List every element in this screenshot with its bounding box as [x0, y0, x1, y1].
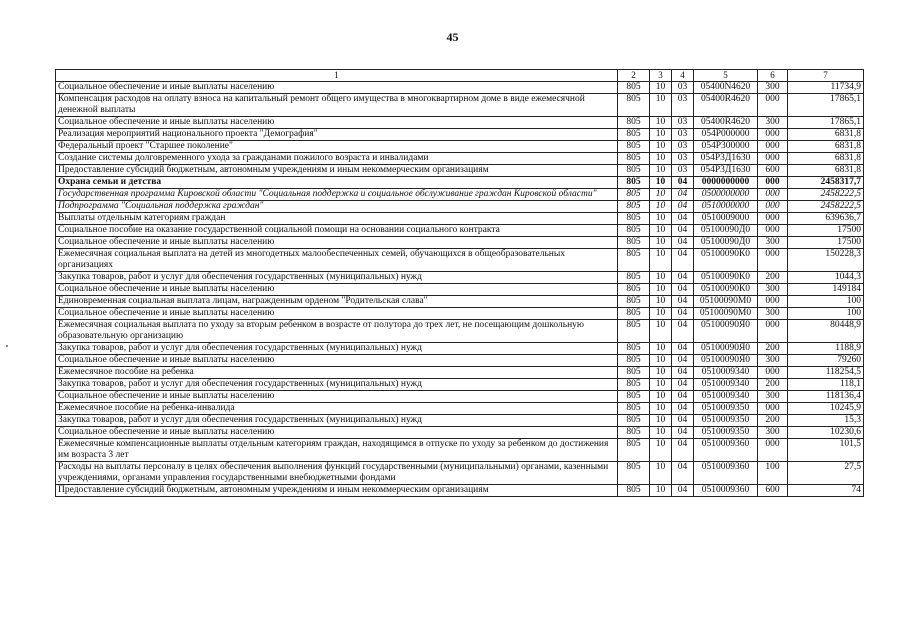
ministry-code-cell: 805 [618, 343, 650, 355]
subsection-code-cell: 04 [672, 403, 694, 415]
table-row [56, 189, 864, 201]
amount-cell: 118136,4 [788, 391, 864, 403]
expense-name-cell: Создание системы долговременного ухода за гражданами пожилого возраста и инвалидами [56, 153, 618, 165]
expense-type-cell: 200 [758, 415, 788, 427]
section-code-cell: 10 [650, 403, 672, 415]
table-row [56, 284, 864, 296]
ministry-code-cell: 805 [618, 201, 650, 213]
ministry-code-cell: 805 [618, 427, 650, 439]
table-row [56, 415, 864, 427]
section-code-cell: 10 [650, 462, 672, 485]
amount-cell: 1188,9 [788, 343, 864, 355]
section-code-cell: 10 [650, 320, 672, 343]
target-article-cell: 05100090К0 [694, 272, 758, 284]
section-code-cell: 10 [650, 379, 672, 391]
expense-name-cell: Социальное обеспечение и иные выплаты населению [56, 284, 618, 296]
target-article-cell: 0510009350 [694, 403, 758, 415]
subsection-code-cell: 04 [672, 284, 694, 296]
amount-cell: 11734,9 [788, 82, 864, 94]
expense-type-cell: 000 [758, 213, 788, 225]
target-article-cell: 054P000000 [694, 129, 758, 141]
ministry-code-cell: 805 [618, 141, 650, 153]
page-number: 45 [446, 30, 459, 44]
ministry-code-cell: 805 [618, 189, 650, 201]
target-article-cell: 05100090Я0 [694, 355, 758, 367]
section-code-cell: 10 [650, 153, 672, 165]
table-row [56, 82, 864, 94]
expense-type-cell: 300 [758, 82, 788, 94]
expense-type-cell: 300 [758, 355, 788, 367]
subsection-code-cell: 04 [672, 439, 694, 462]
amount-cell: 100 [788, 308, 864, 320]
section-code-cell: 10 [650, 189, 672, 201]
budget-table [55, 69, 864, 497]
expense-name-cell: Социальное обеспечение и иные выплаты населению [56, 117, 618, 129]
section-code-cell: 10 [650, 391, 672, 403]
ministry-code-cell: 805 [618, 249, 650, 272]
target-article-cell: 054P300000 [694, 141, 758, 153]
ministry-code-cell: 805 [618, 237, 650, 249]
expense-type-cell: 000 [758, 153, 788, 165]
table-row [56, 343, 864, 355]
expense-name-cell: Социальное обеспечение и иные выплаты населению [56, 308, 618, 320]
expense-name-cell: Ежемесячное пособие на ребенка [56, 367, 618, 379]
expense-name-cell: Предоставление субсидий бюджетным, автономным учреждениям и иным некоммерческим организациям [56, 165, 618, 177]
table-row [56, 308, 864, 320]
amount-cell: 17500 [788, 237, 864, 249]
amount-cell: 6831,8 [788, 153, 864, 165]
subsection-code-cell: 03 [672, 117, 694, 129]
ministry-code-cell: 805 [618, 153, 650, 165]
subsection-code-cell: 03 [672, 82, 694, 94]
subsection-code-cell: 04 [672, 355, 694, 367]
section-code-cell: 10 [650, 177, 672, 189]
target-article-cell: 0510009000 [694, 213, 758, 225]
table-row [56, 177, 864, 189]
section-code-cell: 10 [650, 343, 672, 355]
table-row [56, 249, 864, 272]
section-code-cell: 10 [650, 201, 672, 213]
ministry-code-cell: 805 [618, 320, 650, 343]
expense-name-cell: Социальное обеспечение и иные выплаты населению [56, 391, 618, 403]
table-row [56, 427, 864, 439]
table-body [56, 82, 864, 497]
subsection-code-cell: 04 [672, 201, 694, 213]
expense-name-cell: Закупка товаров, работ и услуг для обеспечения государственных (муниципальных) нужд [56, 343, 618, 355]
amount-cell: 118254,5 [788, 367, 864, 379]
target-article-cell: 05100090К0 [694, 284, 758, 296]
amount-cell: 74 [788, 485, 864, 497]
section-code-cell: 10 [650, 308, 672, 320]
section-code-cell: 10 [650, 367, 672, 379]
table-row [56, 94, 864, 117]
expense-type-cell: 000 [758, 320, 788, 343]
subsection-code-cell: 04 [672, 485, 694, 497]
target-article-cell: 05400N4620 [694, 82, 758, 94]
ministry-code-cell: 805 [618, 213, 650, 225]
table-header [56, 70, 864, 82]
expense-type-cell: 300 [758, 117, 788, 129]
expense-name-cell: Ежемесячное пособие на ребенка-инвалида [56, 403, 618, 415]
ministry-code-cell: 805 [618, 225, 650, 237]
section-code-cell: 10 [650, 284, 672, 296]
expense-name-cell: Предоставление субсидий бюджетным, автономным учреждениям и иным некоммерческим организациям [56, 485, 618, 497]
amount-cell: 150228,3 [788, 249, 864, 272]
target-article-cell: 05400R4620 [694, 94, 758, 117]
ministry-code-cell: 805 [618, 129, 650, 141]
ministry-code-cell: 805 [618, 462, 650, 485]
target-article-cell: 05400R4620 [694, 117, 758, 129]
ministry-code-cell: 805 [618, 117, 650, 129]
ministry-code-cell: 805 [618, 284, 650, 296]
expense-type-cell: 200 [758, 379, 788, 391]
expense-name-cell: Ежемесячная социальная выплата по уходу за вторым ребенком в возрасте от полутора до трех лет, не посещающим дошкольную образовательную организацию [56, 320, 618, 343]
ministry-code-cell: 805 [618, 82, 650, 94]
subsection-code-cell: 04 [672, 462, 694, 485]
table-row [56, 403, 864, 415]
table-row [56, 165, 864, 177]
target-article-cell: 0510009340 [694, 379, 758, 391]
ministry-code-cell: 805 [618, 415, 650, 427]
subsection-code-cell: 04 [672, 427, 694, 439]
subsection-code-cell: 03 [672, 141, 694, 153]
expense-name-cell: Социальное обеспечение и иные выплаты населению [56, 82, 618, 94]
ministry-code-cell: 805 [618, 367, 650, 379]
section-code-cell: 10 [650, 415, 672, 427]
target-article-cell: 0510009340 [694, 391, 758, 403]
target-article-cell: 05100090М0 [694, 296, 758, 308]
subsection-code-cell: 04 [672, 177, 694, 189]
ministry-code-cell: 805 [618, 485, 650, 497]
expense-name-cell: Охрана семьи и детства [56, 177, 618, 189]
section-code-cell: 10 [650, 94, 672, 117]
expense-name-cell: Ежемесячные компенсационные выплаты отдельным категориям граждан, находящимся в отпуске по уходу за ребенком до достижения им возраста 3 лет [56, 439, 618, 462]
subsection-code-cell: 03 [672, 94, 694, 117]
scan-speck [6, 345, 8, 347]
section-code-cell: 10 [650, 213, 672, 225]
expense-name-cell: Реализация мероприятий национального проекта "Демография" [56, 129, 618, 141]
expense-name-cell: Подпрограмма "Социальная поддержка граждан" [56, 201, 618, 213]
expense-type-cell: 000 [758, 141, 788, 153]
section-code-cell: 10 [650, 249, 672, 272]
table-row [56, 272, 864, 284]
amount-cell: 6831,8 [788, 141, 864, 153]
expense-type-cell: 300 [758, 237, 788, 249]
target-article-cell: 0510009360 [694, 439, 758, 462]
section-code-cell: 10 [650, 296, 672, 308]
expense-type-cell: 300 [758, 427, 788, 439]
amount-cell: 101,5 [788, 439, 864, 462]
subsection-code-cell: 03 [672, 129, 694, 141]
amount-cell: 6831,8 [788, 129, 864, 141]
subsection-code-cell: 04 [672, 249, 694, 272]
target-article-cell: 054P3Д1630 [694, 165, 758, 177]
section-code-cell: 10 [650, 439, 672, 462]
target-article-cell: 05100090К0 [694, 249, 758, 272]
amount-cell: 2458222,5 [788, 189, 864, 201]
section-code-cell: 10 [650, 225, 672, 237]
expense-name-cell: Ежемесячная социальная выплата на детей из многодетных малообеспеченных семей, обучающихся в общеобразовательных организациях [56, 249, 618, 272]
target-article-cell: 0510009360 [694, 462, 758, 485]
amount-cell: 79260 [788, 355, 864, 367]
table-row [56, 296, 864, 308]
amount-cell: 6831,8 [788, 165, 864, 177]
expense-name-cell: Закупка товаров, работ и услуг для обеспечения государственных (муниципальных) нужд [56, 272, 618, 284]
expense-name-cell: Социальное обеспечение и иные выплаты населению [56, 427, 618, 439]
section-code-cell: 10 [650, 355, 672, 367]
table-row [56, 153, 864, 165]
table-row [56, 213, 864, 225]
subsection-code-cell: 04 [672, 237, 694, 249]
amount-cell: 17865,1 [788, 117, 864, 129]
target-article-cell: 0510000000 [694, 201, 758, 213]
subsection-code-cell: 03 [672, 165, 694, 177]
expense-type-cell: 300 [758, 284, 788, 296]
amount-cell: 1044,3 [788, 272, 864, 284]
expense-type-cell: 600 [758, 165, 788, 177]
table-row [56, 462, 864, 485]
section-code-cell: 10 [650, 129, 672, 141]
section-code-cell: 10 [650, 165, 672, 177]
ministry-code-cell: 805 [618, 94, 650, 117]
table-row [56, 379, 864, 391]
subsection-code-cell: 03 [672, 153, 694, 165]
ministry-code-cell: 805 [618, 403, 650, 415]
expense-type-cell: 000 [758, 367, 788, 379]
ministry-code-cell: 805 [618, 177, 650, 189]
target-article-cell: 0510009360 [694, 485, 758, 497]
table-row [56, 141, 864, 153]
expense-name-cell: Компенсация расходов на оплату взноса на капитальный ремонт общего имущества в многоквартирном доме в виде ежемесячной денежной выплаты [56, 94, 618, 117]
amount-cell: 118,1 [788, 379, 864, 391]
amount-cell: 10230,6 [788, 427, 864, 439]
expense-type-cell: 600 [758, 485, 788, 497]
amount-cell: 17500 [788, 225, 864, 237]
target-article-cell: 0510009350 [694, 427, 758, 439]
expense-name-cell: Закупка товаров, работ и услуг для обеспечения государственных (муниципальных) нужд [56, 379, 618, 391]
subsection-code-cell: 04 [672, 320, 694, 343]
amount-cell: 80448,9 [788, 320, 864, 343]
expense-type-cell: 000 [758, 177, 788, 189]
expense-name-cell: Государственная программа Кировской области "Социальная поддержка и социальное обслуживание граждан Кировской области" [56, 189, 618, 201]
section-code-cell: 10 [650, 82, 672, 94]
target-article-cell: 0510009350 [694, 415, 758, 427]
subsection-code-cell: 04 [672, 367, 694, 379]
expense-type-cell: 000 [758, 94, 788, 117]
expense-type-cell: 000 [758, 129, 788, 141]
header-row [56, 70, 864, 82]
table-row [56, 320, 864, 343]
amount-cell: 27,5 [788, 462, 864, 485]
amount-cell: 15,3 [788, 415, 864, 427]
table-row [56, 355, 864, 367]
target-article-cell: 0500000000 [694, 189, 758, 201]
section-code-cell: 10 [650, 485, 672, 497]
table-row [56, 237, 864, 249]
ministry-code-cell: 805 [618, 308, 650, 320]
table-row [56, 129, 864, 141]
subsection-code-cell: 04 [672, 296, 694, 308]
expense-type-cell: 000 [758, 403, 788, 415]
table-row [56, 367, 864, 379]
target-article-cell: 054P3Д1630 [694, 153, 758, 165]
table-row [56, 439, 864, 462]
header-cell-6: 6 [758, 70, 788, 82]
target-article-cell: 05100090Д0 [694, 237, 758, 249]
expense-type-cell: 000 [758, 189, 788, 201]
expense-type-cell: 000 [758, 439, 788, 462]
amount-cell: 2458317,7 [788, 177, 864, 189]
table-row [56, 225, 864, 237]
subsection-code-cell: 04 [672, 189, 694, 201]
table-row [56, 485, 864, 497]
expense-type-cell: 200 [758, 272, 788, 284]
subsection-code-cell: 04 [672, 415, 694, 427]
header-cell-3: 3 [650, 70, 672, 82]
ministry-code-cell: 805 [618, 165, 650, 177]
ministry-code-cell: 805 [618, 439, 650, 462]
expense-type-cell: 000 [758, 249, 788, 272]
expense-type-cell: 100 [758, 462, 788, 485]
target-article-cell: 0000000000 [694, 177, 758, 189]
header-cell-7: 7 [788, 70, 864, 82]
table-row [56, 201, 864, 213]
amount-cell: 149184 [788, 284, 864, 296]
expense-type-cell: 200 [758, 343, 788, 355]
amount-cell: 639636,7 [788, 213, 864, 225]
amount-cell: 2458222,5 [788, 201, 864, 213]
ministry-code-cell: 805 [618, 296, 650, 308]
subsection-code-cell: 04 [672, 213, 694, 225]
ministry-code-cell: 805 [618, 379, 650, 391]
section-code-cell: 10 [650, 117, 672, 129]
amount-cell: 100 [788, 296, 864, 308]
amount-cell: 10245,9 [788, 403, 864, 415]
expense-name-cell: Единовременная социальная выплата лицам, награжденным орденом "Родительская слава" [56, 296, 618, 308]
section-code-cell: 10 [650, 141, 672, 153]
expense-name-cell: Расходы на выплаты персоналу в целях обеспечения выполнения функций государственными (муниципальными) органами, казенными учреждениями, органами управления государственными внебюджетными фондами [56, 462, 618, 485]
subsection-code-cell: 04 [672, 272, 694, 284]
expense-name-cell: Выплаты отдельным категориям граждан [56, 213, 618, 225]
expense-name-cell: Социальное обеспечение и иные выплаты населению [56, 355, 618, 367]
expense-type-cell: 000 [758, 201, 788, 213]
subsection-code-cell: 04 [672, 225, 694, 237]
subsection-code-cell: 04 [672, 379, 694, 391]
subsection-code-cell: 04 [672, 343, 694, 355]
table-row [56, 391, 864, 403]
section-code-cell: 10 [650, 272, 672, 284]
section-code-cell: 10 [650, 427, 672, 439]
target-article-cell: 05100090Я0 [694, 320, 758, 343]
target-article-cell: 05100090Д0 [694, 225, 758, 237]
target-article-cell: 05100090М0 [694, 308, 758, 320]
section-code-cell: 10 [650, 237, 672, 249]
header-cell-5: 5 [694, 70, 758, 82]
header-cell-4: 4 [672, 70, 694, 82]
expense-name-cell: Закупка товаров, работ и услуг для обеспечения государственных (муниципальных) нужд [56, 415, 618, 427]
expense-type-cell: 000 [758, 296, 788, 308]
header-cell-1: 1 [56, 70, 618, 82]
expense-type-cell: 300 [758, 391, 788, 403]
ministry-code-cell: 805 [618, 272, 650, 284]
expense-name-cell: Федеральный проект "Старшее поколение" [56, 141, 618, 153]
header-cell-2: 2 [618, 70, 650, 82]
expense-type-cell: 000 [758, 225, 788, 237]
target-article-cell: 05100090Я0 [694, 343, 758, 355]
ministry-code-cell: 805 [618, 391, 650, 403]
ministry-code-cell: 805 [618, 355, 650, 367]
target-article-cell: 0510009340 [694, 367, 758, 379]
table-row [56, 117, 864, 129]
amount-cell: 17865,1 [788, 94, 864, 117]
subsection-code-cell: 04 [672, 308, 694, 320]
expense-name-cell: Социальное обеспечение и иные выплаты населению [56, 237, 618, 249]
expense-type-cell: 300 [758, 308, 788, 320]
expense-name-cell: Социальное пособие на оказание государственной социальной помощи на основании социального контракта [56, 225, 618, 237]
subsection-code-cell: 04 [672, 391, 694, 403]
